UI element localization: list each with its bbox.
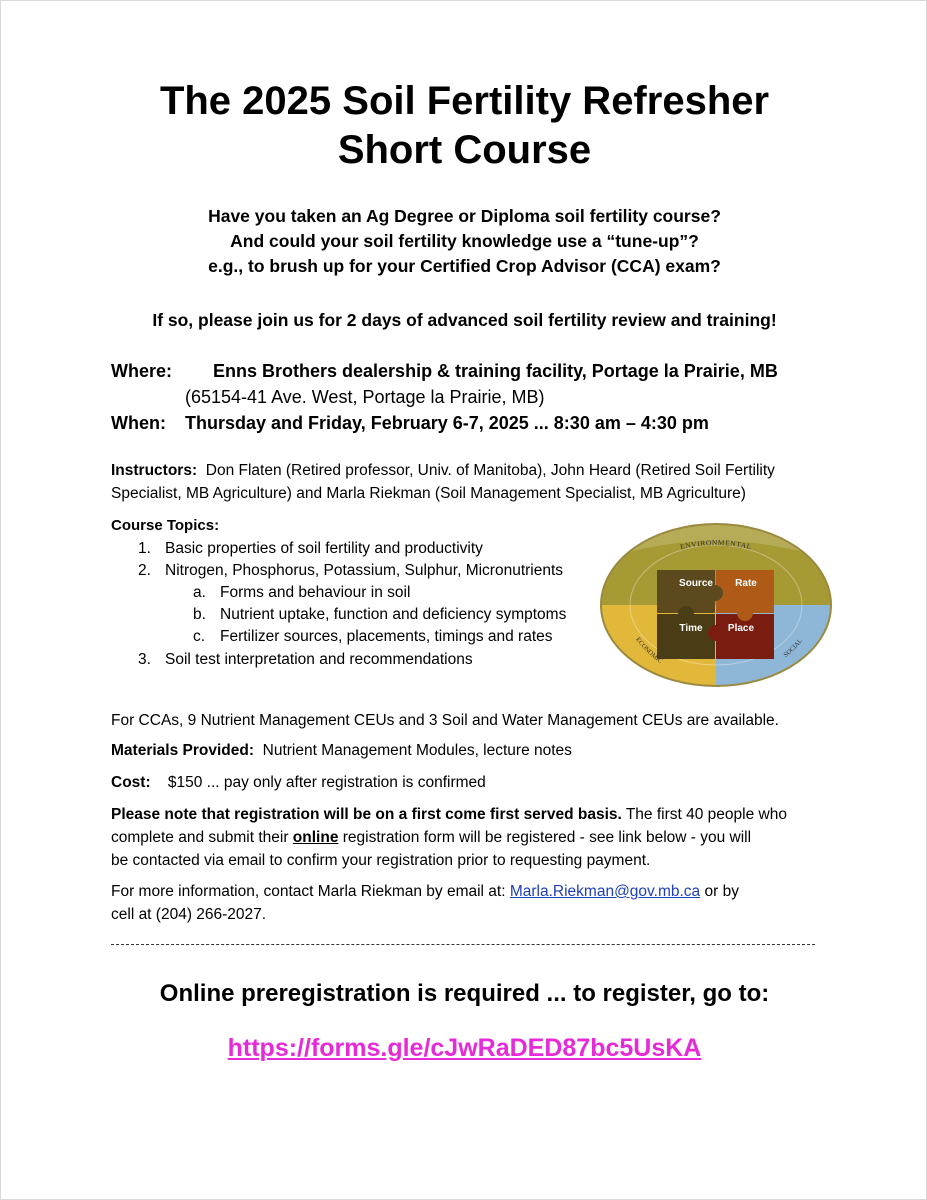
page-title-line-2: Short Course: [337, 128, 592, 172]
course-topics-label: Course Topics:: [111, 517, 220, 534]
place-label: Place: [727, 623, 755, 634]
when-label: When:: [111, 413, 166, 433]
cost-line: [111, 772, 486, 793]
page-title-line-1: The 2025 Soil Fertility Refresher: [159, 79, 770, 123]
topic-number: 2.: [138, 562, 151, 579]
time-label: Time: [679, 623, 703, 634]
contact-text: For more information, contact Marla Riekman by email at:: [111, 883, 506, 900]
registration-note-line-1: [111, 804, 787, 825]
registration-note-text: registration form will be registered - see link below - you will: [342, 829, 752, 846]
instructors-text-1: Don Flaten (Retired professor, Univ. of Manitoba), John Heard (Retired Soil Fertility: [205, 462, 775, 479]
4r-nutrient-stewardship-diagram: [598, 521, 834, 689]
subtopic-letter: a.: [193, 584, 206, 601]
intro-question-3: e.g., to brush up for your Certified Crop Advisor (CCA) exam?: [208, 256, 721, 276]
contact-email-link[interactable]: Marla.Riekman@gov.mb.ca: [509, 883, 701, 900]
subtopic-letter: b.: [193, 606, 206, 623]
registration-note-line-2: [111, 827, 751, 848]
where-address: (65154-41 Ave. West, Portage la Prairie, MB): [185, 387, 545, 407]
registration-note-text: complete and submit their: [111, 829, 289, 846]
subtopic-item: Nutrient uptake, function and deficiency symptoms: [220, 606, 567, 623]
contact-text: or by: [704, 883, 739, 900]
instructors-line-1: [111, 460, 775, 481]
topic-number: 1.: [138, 540, 151, 557]
where-label: Where:: [111, 361, 173, 381]
instructors-label: Instructors:: [111, 462, 198, 479]
registration-heading: Online preregistration is required ... to register, go to:: [159, 980, 770, 1007]
registration-note-text: The first 40 people who: [625, 806, 787, 823]
instructors-text-2: Specialist, MB Agriculture) and Marla Riekman (Soil Management Specialist, MB Agriculture): [111, 485, 746, 502]
registration-note-line-3: be contacted via email to confirm your registration prior to requesting payment.: [111, 852, 651, 869]
subtopic-item: Fertilizer sources, placements, timings and rates: [220, 628, 553, 645]
materials-line: [111, 740, 572, 761]
topic-item: Nitrogen, Phosphorus, Potassium, Sulphur, Micronutrients: [165, 562, 564, 579]
economic-label: ECONOMIC: [634, 636, 664, 665]
source-label: Source: [679, 578, 713, 589]
when-dates: Thursday and Friday, February 6-7, 2025 ... 8:30 am – 4:30 pm: [185, 413, 709, 433]
topic-item: Soil test interpretation and recommendations: [165, 651, 473, 668]
online-emphasis: online: [292, 829, 339, 846]
topic-number: 3.: [138, 651, 151, 668]
subtopic-item: Forms and behaviour in soil: [220, 584, 411, 601]
intro-question-1: Have you taken an Ag Degree or Diploma soil fertility course?: [208, 206, 721, 226]
materials-label: Materials Provided:: [111, 742, 254, 759]
environmental-label: ENVIRONMENTAL: [679, 537, 753, 552]
intro-question-2: And could your soil fertility knowledge use a “tune-up”?: [230, 231, 699, 251]
dashed-divider: [111, 944, 815, 945]
contact-line-1: [111, 881, 739, 902]
topic-item: Basic properties of soil fertility and productivity: [165, 540, 483, 557]
rate-label: Rate: [735, 578, 757, 589]
cca-ceus-text: For CCAs, 9 Nutrient Management CEUs and 3 Soil and Water Management CEUs are available.: [111, 712, 779, 729]
registration-note-bold: Please note that registration will be on a first come first served basis.: [111, 806, 622, 823]
intro-invitation: If so, please join us for 2 days of advanced soil fertility review and training!: [152, 310, 777, 330]
contact-line-2: cell at (204) 266-2027.: [111, 906, 267, 923]
where-venue: Enns Brothers dealership & training facility, Portage la Prairie, MB: [213, 361, 778, 381]
registration-url-link[interactable]: https://forms.gle/cJwRaDED87bc5UsKA: [227, 1034, 702, 1062]
materials-text: Nutrient Management Modules, lecture notes: [262, 742, 572, 759]
cost-text: $150 ... pay only after registration is confirmed: [167, 774, 486, 791]
cost-label: Cost:: [111, 774, 151, 791]
social-label: SOCIAL: [782, 637, 804, 659]
subtopic-letter: c.: [193, 628, 206, 645]
